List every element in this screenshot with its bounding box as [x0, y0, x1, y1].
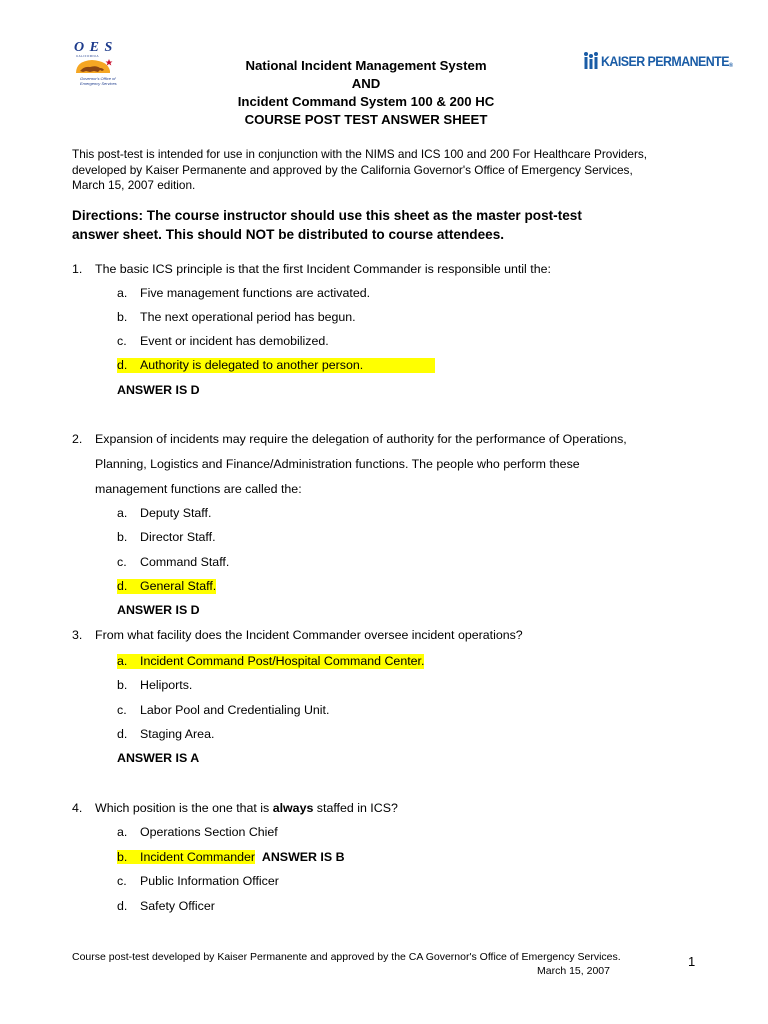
intro-paragraph: [72, 147, 702, 194]
oes-bear-emblem-icon: [72, 57, 116, 77]
option-c: c. Command Staff.: [117, 555, 230, 569]
answer-label: ANSWER IS D: [117, 383, 200, 397]
answer-label: ANSWER IS B: [261, 850, 345, 864]
option-a-correct: a. Incident Command Post/Hospital Command Center.: [117, 654, 425, 668]
intro-line-2: developed by Kaiser Permanente and approved by the California Governor's Office of Emergency Services,: [72, 162, 633, 177]
question-text-line-1: Expansion of incidents may require the delegation of authority for the performance of Operations,: [95, 432, 627, 446]
directions-line-1: Directions: The course instructor should use this sheet as the master post-test: [72, 208, 582, 223]
question-number: 1.: [72, 262, 83, 276]
question-text: Which position is the one that is always staffed in ICS?: [95, 801, 398, 815]
directions-paragraph: [72, 207, 702, 244]
option-c: c. Public Information Officer: [117, 874, 279, 888]
page-number: 1: [688, 954, 696, 969]
option-b: b. Heliports.: [117, 678, 193, 692]
option-d: d. Safety Officer: [117, 899, 215, 913]
title-line-1: National Incident Management System: [245, 58, 487, 73]
option-d: d. Staging Area.: [117, 727, 215, 741]
option-c: c. Labor Pool and Credentialing Unit.: [117, 703, 330, 717]
option-d-correct: d. General Staff.: [117, 579, 217, 593]
title-line-3: Incident Command System 100 & 200 HC: [237, 94, 495, 109]
option-b-correct: b. Incident Commander ANSWER IS B: [117, 850, 345, 864]
kaiser-logo-text: KAISER PERMANENTE®: [601, 53, 733, 69]
title-line-4: COURSE POST TEST ANSWER SHEET: [244, 112, 488, 127]
question-text-line-3: management functions are called the:: [95, 482, 302, 496]
option-c: c. Event or incident has demobilized.: [117, 334, 329, 348]
option-a: a. Operations Section Chief: [117, 825, 278, 839]
option-b: b. Director Staff.: [117, 530, 216, 544]
option-a: a. Five management functions are activated.: [117, 286, 371, 300]
footer-date: March 15, 2007: [537, 965, 610, 977]
option-b: b. The next operational period has begun.: [117, 310, 356, 324]
oes-logo-caption: Governor's Office of Emergency Services: [80, 76, 117, 86]
question-text-line-2: Planning, Logistics and Finance/Administration functions. The people who perform these: [95, 457, 580, 471]
document-title: [180, 57, 552, 129]
question-text: The basic ICS principle is that the first Incident Commander is responsible until the:: [95, 262, 551, 276]
intro-line-3: March 15, 2007 edition.: [72, 178, 196, 192]
intro-line-1: This post-test is intended for use in conjunction with the NIMS and ICS 100 and 200 For Healthcare Providers,: [72, 147, 648, 161]
option-d-correct: d. Authority is delegated to another person.: [117, 358, 435, 373]
answer-label: ANSWER IS A: [117, 751, 200, 765]
question-number: 4.: [72, 801, 83, 815]
oes-logo-text: O E S: [74, 40, 114, 55]
directions-line-2: answer sheet. This should NOT be distributed to course attendees.: [72, 226, 505, 242]
question-text: From what facility does the Incident Commander oversee incident operations?: [95, 628, 523, 642]
option-a: a. Deputy Staff.: [117, 506, 212, 520]
answer-label: ANSWER IS D: [117, 603, 200, 617]
oes-logo: [70, 40, 120, 92]
question-number: 2.: [72, 432, 83, 446]
title-line-2: AND: [351, 76, 381, 91]
kaiser-permanente-logo: [583, 50, 744, 72]
question-number: 3.: [72, 628, 83, 642]
footer-text: Course post-test developed by Kaiser Permanente and approved by the CA Governor's Office of Emergency Services.: [72, 951, 621, 963]
oes-logo-subtext: CALIFORNIA: [76, 54, 100, 58]
kaiser-people-icon: [583, 51, 599, 71]
